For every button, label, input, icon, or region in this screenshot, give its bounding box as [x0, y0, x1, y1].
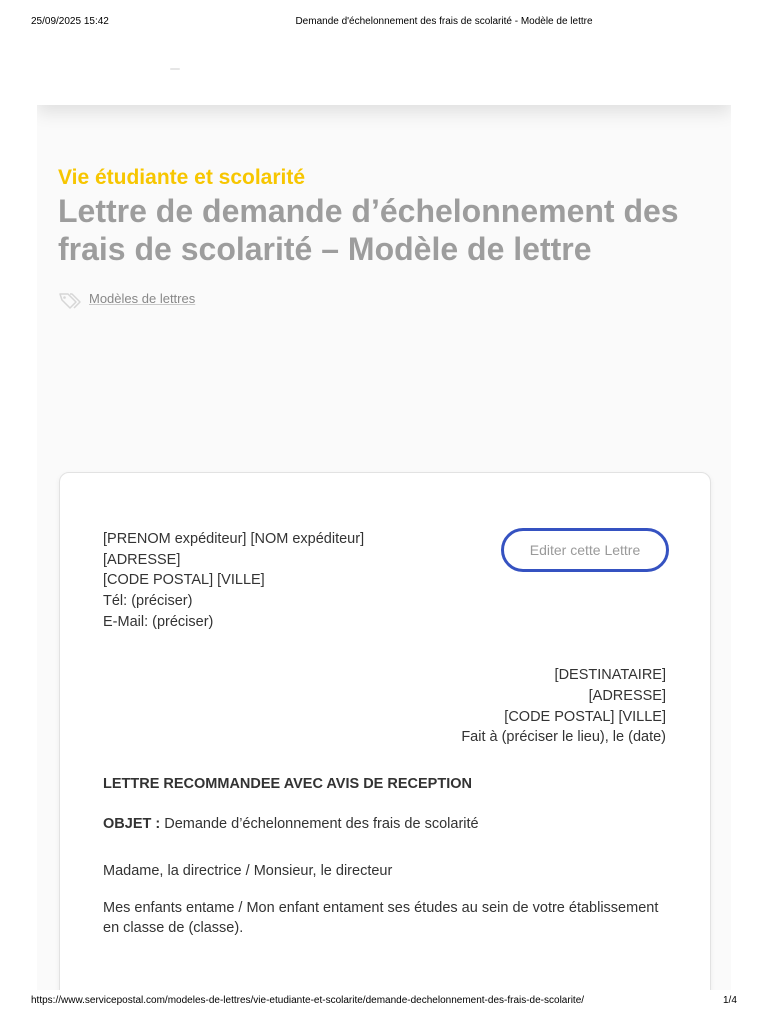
print-page-number: 1/4 [723, 995, 737, 1006]
print-datetime: 25/09/2025 15:42 [31, 16, 109, 27]
print-footer [0, 995, 768, 1009]
header-decoration [170, 68, 180, 70]
sender-line: E-Mail: (préciser) [103, 613, 214, 630]
sender-line: [PRENOM expéditeur] [NOM expéditeur] [103, 531, 365, 547]
print-url: https://www.servicepostal.com/modeles-de-lettres/vie-etudiante-et-scolarite/demande-dechelonnement-des-frais-de-scolarite/ [31, 995, 585, 1006]
edit-letter-button[interactable]: Editer cette Lettre [501, 528, 669, 572]
site-header [37, 42, 731, 105]
tag-icon [59, 292, 83, 310]
object-text: Demande d’échelonnement des frais de scolarité [164, 816, 479, 832]
letter-paragraph [103, 898, 673, 938]
sender-block [103, 529, 364, 633]
registered-mail-heading: LETTRE RECOMMANDEE AVEC AVIS DE RECEPTION [103, 776, 472, 792]
paragraph-line: en classe de (classe). [103, 920, 244, 936]
salutation: Madame, la directrice / Monsieur, le directeur [103, 863, 393, 879]
tag-link-letter-templates[interactable]: Modèles de lettres [89, 291, 196, 306]
object-line [103, 816, 479, 832]
sender-line: [ADRESSE] [103, 551, 181, 568]
paragraph-line: Mes enfants entame / Mon enfant entament ses études au sein de votre établissement [103, 900, 659, 916]
recipient-block [461, 665, 666, 748]
category-label[interactable]: Vie étudiante et scolarité [58, 166, 306, 189]
sender-line: [CODE POSTAL] [VILLE] [103, 572, 265, 589]
object-label: OBJET : [103, 816, 161, 832]
recipient-line: [ADRESSE] [588, 687, 666, 704]
recipient-line: [CODE POSTAL] [VILLE] [504, 708, 666, 725]
recipient-line: Fait à (préciser le lieu), le (date) [461, 729, 666, 746]
sender-line: Tél: (préciser) [103, 593, 193, 610]
web-page [37, 42, 731, 990]
page-title: Lettre de demande d’échelonnement des frais de scolarité – Modèle de lettre [58, 193, 679, 267]
print-title: Demande d'échelonnement des frais de scolarité - Modèle de lettre [295, 16, 593, 27]
print-header [0, 16, 768, 30]
recipient-line: [DESTINATAIRE] [554, 667, 666, 683]
letter-card [59, 472, 711, 990]
